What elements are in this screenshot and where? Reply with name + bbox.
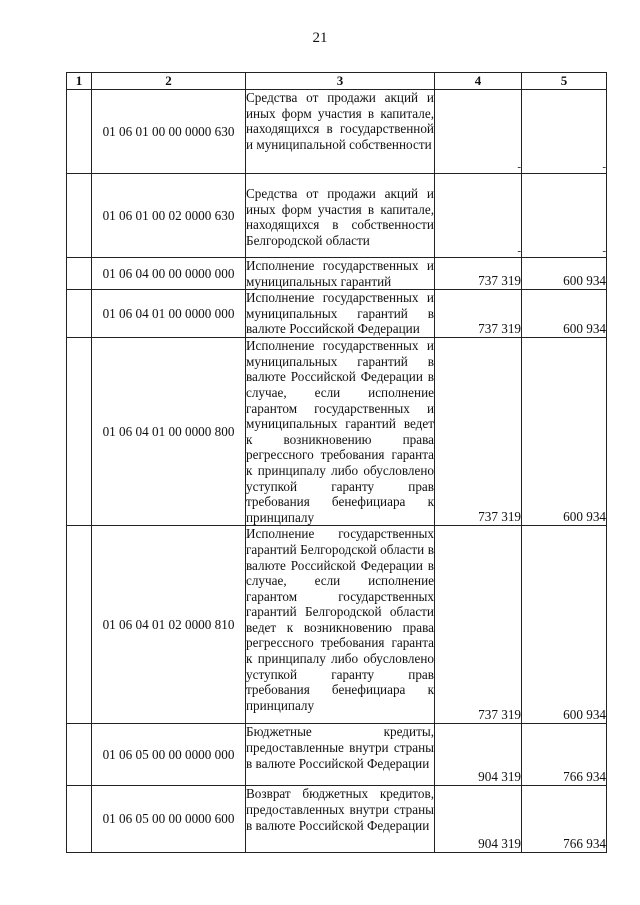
header-col-5: 5 <box>522 73 607 90</box>
col4-value-cell: - <box>435 90 522 174</box>
item-name-cell: Исполнение государственных и муниципальных гарантий в валюте Российской Федерации <box>246 290 434 337</box>
classification-code-cell: 01 06 04 01 02 0000 810 <box>92 526 246 724</box>
table-row <box>67 338 607 526</box>
header-col-4: 4 <box>435 73 522 90</box>
row-number-cell <box>67 338 92 526</box>
row-number-cell <box>67 90 92 174</box>
header-col-1: 1 <box>67 73 92 90</box>
row-number-cell <box>67 724 92 786</box>
col4-value-cell: 737 319 <box>435 338 522 526</box>
header-col-3: 3 <box>246 73 435 90</box>
item-name-cell: Возврат бюджетных кредитов, предоставленных внутри страны в валюте Российской Федерации <box>246 786 435 853</box>
item-name-cell: Исполнение государственных и муниципальных гарантий <box>246 258 434 289</box>
classification-code-cell: 01 06 04 00 00 0000 000 <box>92 258 246 290</box>
col5-value-cell: 766 934 <box>522 786 607 853</box>
item-name-cell: Исполнение государственных и муниципальных гарантий в валюте Российской Федерации в случае, если исполнение гарантом государственных и муниципальных гарантий ведет к возникновению права регрессного требования гаранта к принципалу либо обусловлено уступкой гаранту прав требования бенефициара к принципалу <box>246 338 434 525</box>
col5-value-cell: 600 934 <box>522 290 607 338</box>
item-name-cell: Бюджетные кредиты, предоставленные внутри страны в валюте Российской Федерации <box>246 724 435 786</box>
table-row <box>67 786 607 853</box>
table-row <box>67 174 607 258</box>
col4-value-cell: 904 319 <box>435 786 522 853</box>
col4-value-cell: - <box>435 174 522 258</box>
row-number-cell <box>67 526 92 724</box>
table-row <box>67 258 607 290</box>
col5-value-cell: 600 934 <box>522 258 607 290</box>
col4-value-cell: 737 319 <box>435 526 522 724</box>
col5-value-cell: - <box>522 90 607 174</box>
classification-code-cell: 01 06 04 01 00 0000 800 <box>92 338 246 526</box>
classification-code-cell: 01 06 01 00 02 0000 630 <box>92 174 246 258</box>
row-number-cell <box>67 290 92 338</box>
table-row <box>67 90 607 174</box>
item-name-cell: Средства от продажи акций и иных форм участия в капитале, находящихся в государственной и муниципальной собственности <box>246 90 435 174</box>
classification-code-cell: 01 06 01 00 00 0000 630 <box>92 90 246 174</box>
col4-value-cell: 904 319 <box>435 724 522 786</box>
budget-sources-table <box>66 72 607 853</box>
col5-value-cell: 766 934 <box>522 724 607 786</box>
col4-value-cell: 737 319 <box>435 258 522 290</box>
col5-value-cell: 600 934 <box>522 526 607 724</box>
row-number-cell <box>67 258 92 290</box>
table-row <box>67 290 607 338</box>
page-number: 21 <box>312 30 328 46</box>
col4-value-cell: 737 319 <box>435 290 522 338</box>
table-header-row <box>67 73 607 90</box>
classification-code-cell: 01 06 05 00 00 0000 000 <box>92 724 246 786</box>
table-row <box>67 724 607 786</box>
col5-value-cell: 600 934 <box>522 338 607 526</box>
item-name-cell: Исполнение государственных гарантий Белгородской области в валюте Российской Федерации в случае, если исполнение гарантом государственных гарантий Белгородской области ведет к возникновению права регрессного требования гаранта к принципалу либо обусловлено уступкой гаранту прав требования бенефициара к принципалу <box>246 526 435 724</box>
classification-code-cell: 01 06 05 00 00 0000 600 <box>92 786 246 853</box>
row-number-cell <box>67 786 92 853</box>
header-col-2: 2 <box>92 73 246 90</box>
classification-code-cell: 01 06 04 01 00 0000 000 <box>92 290 246 338</box>
item-name-cell: Средства от продажи акций и иных форм участия в капитале, находящихся в собственности Белгородской области <box>246 174 435 258</box>
col5-value-cell: - <box>522 174 607 258</box>
table-row <box>67 526 607 724</box>
row-number-cell <box>67 174 92 258</box>
